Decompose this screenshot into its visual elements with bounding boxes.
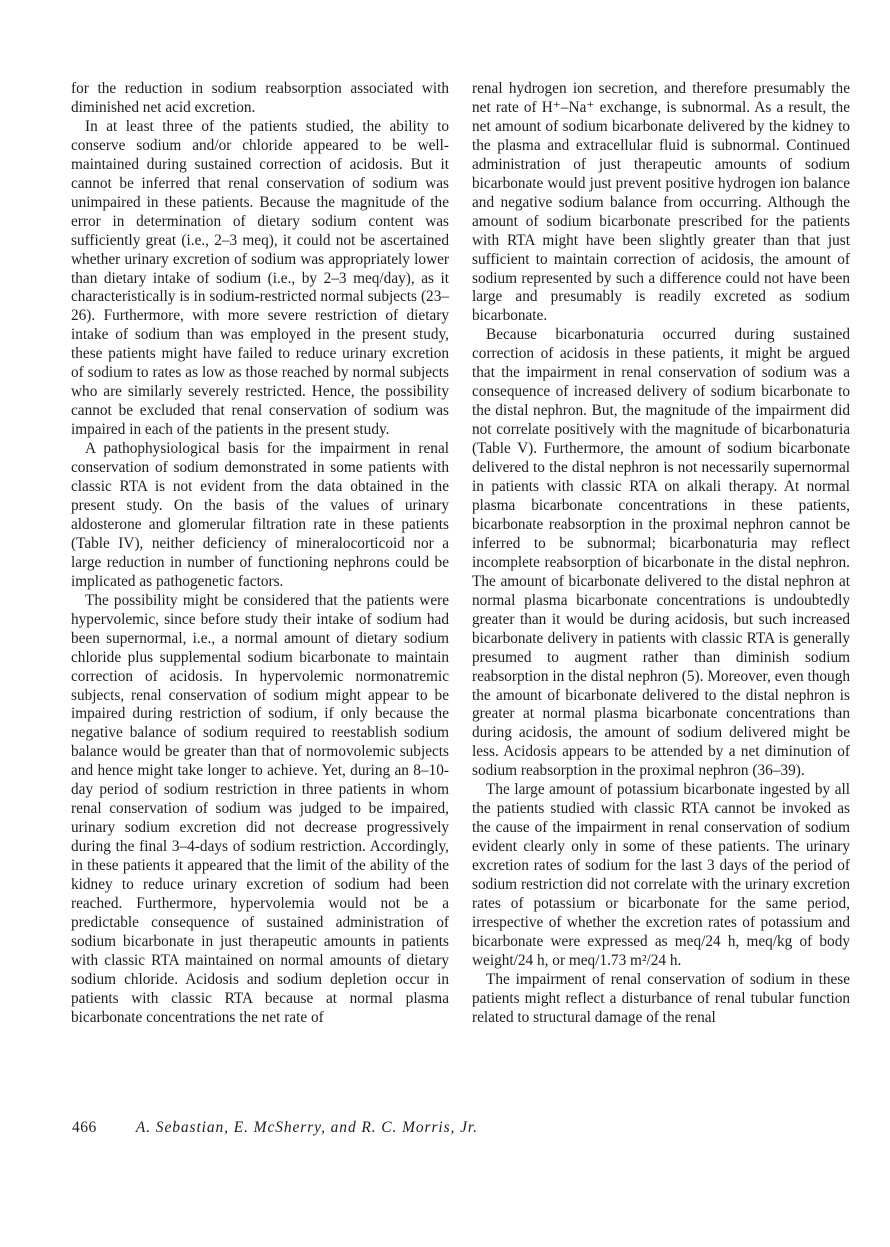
running-author-line: A. Sebastian, E. McSherry, and R. C. Morris, Jr.: [135, 1119, 478, 1136]
paragraph-continuation: for the reduction in sodium reabsorption associated with diminished net acid excretion.: [71, 80, 449, 116]
left-column: [71, 80, 449, 1028]
page-number: 466: [72, 1119, 97, 1136]
paragraph-sodium-conservation: In at least three of the patients studied, the ability to conserve sodium and/or chloride appeared to be well-maintained during sustained correction of acidosis. But it cannot be inferred that renal conservation of sodium was unimpaired in these patients. Because the magnitude of the error in determination of dietary sodium content was sufficiently great (i.e., 2–3 meq), it could not be ascertained whether urinary excretion of sodium was appropriately lower than dietary intake of sodium (i.e., by 2–3 meq/day), as it characteristically is in sodium-restricted normal subjects (23–26). Furthermore, with more severe restriction of dietary intake of sodium than was employed in the present study, these patients might have failed to reduce urinary excretion of sodium to rates as low as those reached by normal subjects who are similarly severely restricted. Hence, the possibility cannot be excluded that renal conservation of sodium was impaired in each of the patients in the present study.: [71, 117, 449, 439]
paragraph-tubular-function: The impairment of renal conservation of sodium in these patients might reflect a disturbance of renal tubular function related to structural damage of the renal: [472, 970, 850, 1026]
paragraph-bicarbonaturia: Because bicarbonaturia occurred during sustained correction of acidosis in these patients, it might be argued that the impairment in renal conservation of sodium was a consequence of increased delivery of sodium bicarbonate to the distal nephron. But, the magnitude of the impairment did not correlate positively with the magnitude of bicarbonaturia (Table V). Furthermore, the amount of sodium bicarbonate delivered to the distal nephron is not necessarily supernormal in patients with classic RTA on alkali therapy. At normal plasma bicarbonate concentrations in these patients, bicarbonate reabsorption in the proximal nephron cannot be inferred to be subnormal; bicarbonaturia may reflect incomplete reabsorption of bicarbonate in the distal nephron. The amount of bicarbonate delivered to the distal nephron at normal plasma bicarbonate concentrations is undoubtedly greater than it would be during acidosis, but such increased bicarbonate delivery in patients with classic RTA is generally presumed to augment rather than diminish sodium reabsorption in the distal nephron (5). Moreover, even though the amount of bicarbonate delivered to the distal nephron is greater at normal plasma bicarbonate concentrations than during acidosis, the amount of sodium delivered might be less. Acidosis appears to be attended by a net diminution of sodium reabsorption in the proximal nephron (36–39).: [472, 326, 850, 780]
right-column: [472, 80, 850, 1028]
paragraph-hypervolemia: The possibility might be considered that the patients were hypervolemic, since before study their intake of sodium had been supernormal, i.e., a normal amount of dietary sodium chloride plus supplemental sodium bicarbonate to maintain correction of acidosis. In hypervolemic normonatremic subjects, renal conservation of sodium might appear to be impaired during restriction of sodium, if only because the negative balance of sodium required to reestablish sodium balance would be greater than that of normovolemic subjects and hence might take longer to achieve. Yet, during an 8–10-day period of sodium restriction in three patients in whom renal conservation of sodium was judged to be impaired, urinary sodium excretion did not decrease progressively during the final 3–4-days of sodium restriction. Accordingly, in these patients it appeared that the limit of the ability of the kidney to reduce urinary excretion of sodium had been reached. Furthermore, hypervolemia would not be a predictable consequence of sustained administration of sodium bicarbonate in just therapeutic amounts in patients with classic RTA maintained on normal amounts of dietary sodium chloride. Acidosis and sodium depletion occur in patients with classic RTA because at normal plasma bicarbonate concentrations the net rate of: [71, 591, 449, 1026]
paragraph-potassium-bicarbonate: The large amount of potassium bicarbonate ingested by all the patients studied with classic RTA cannot be invoked as the cause of the impairment in renal conservation of sodium evident clearly only in some of these patients. The urinary excretion rates of sodium for the last 3 days of the period of sodium restriction did not correlate with the urinary excretion rates of potassium or bicarbonate for the same period, irrespective of whether the excretion rates of potassium and bicarbonate were expressed as meq/24 h, meq/kg of body weight/24 h, or meq/1.73 m²/24 h.: [472, 781, 850, 969]
paragraph-pathophysiological-basis: A pathophysiological basis for the impairment in renal conservation of sodium demonstrated in some patients with classic RTA is not evident from the data obtained in the present study. On the basis of the values of urinary aldosterone and glomerular filtration rate in these patients (Table IV), neither deficiency of mineralocorticoid nor a large reduction in number of functioning nephrons could be implicated as pathogenetic factors.: [71, 440, 449, 590]
page-footer: [72, 1119, 478, 1137]
paragraph-hydrogen-secretion: renal hydrogen ion secretion, and therefore presumably the net rate of H⁺–Na⁺ exchange, is subnormal. As a result, the net amount of sodium bicarbonate delivered by the kidney to the plasma and extracellular fluid is subnormal. Continued administration of just therapeutic amounts of sodium bicarbonate would just prevent positive hydrogen ion balance and negative sodium balance from occurring. Although the amount of sodium bicarbonate prescribed for the patients with RTA might have been slightly greater than that just sufficient to maintain correction of acidosis, the amount of sodium represented by such a difference could not have been large and presumably is readily excreted as sodium bicarbonate.: [472, 80, 850, 325]
